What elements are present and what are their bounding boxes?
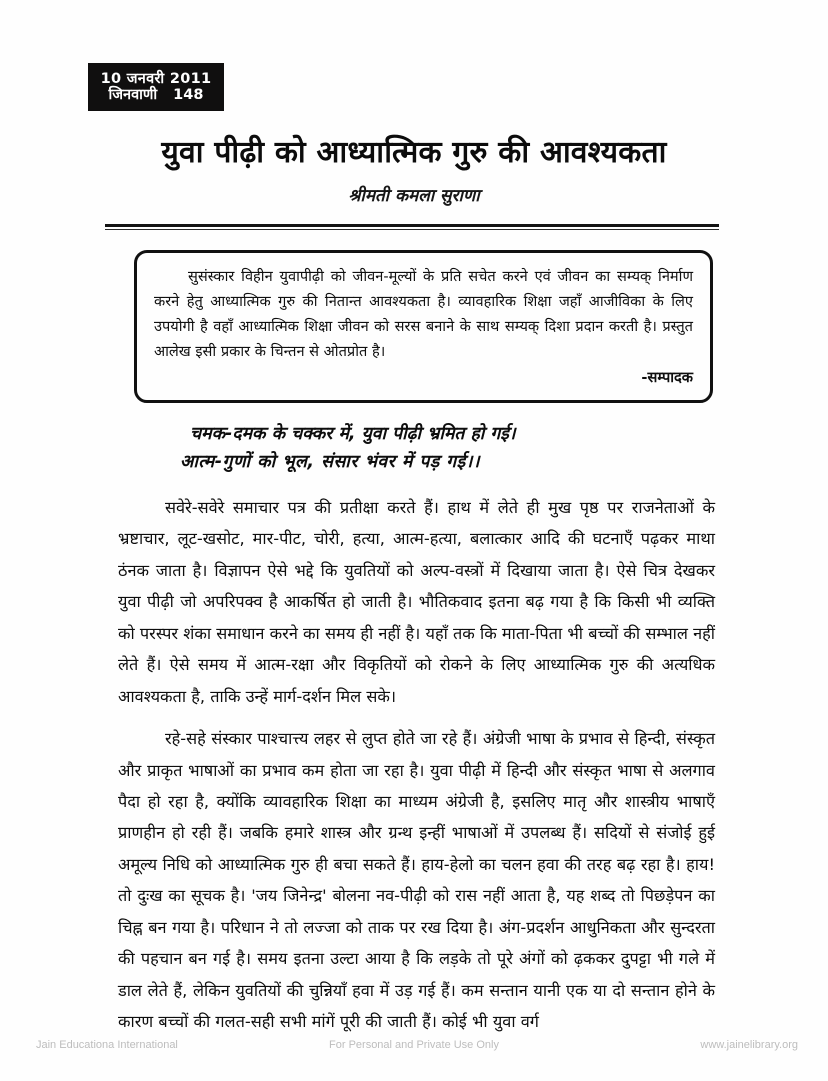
page-title: युवा पीढ़ी को आध्यात्मिक गुरु की आवश्यकता [161, 135, 667, 170]
issue-date-badge [88, 63, 224, 111]
verse-line-1: चमक-दमक के चक्कर में, युवा पीढ़ी भ्रमित हो गई। [190, 424, 516, 444]
journal-name: जिनवाणी [108, 87, 158, 103]
verse-couplet [118, 420, 718, 477]
divider-thick-line [105, 224, 719, 227]
divider-thin-line [105, 229, 719, 230]
article-author: श्रीमती कमला सुराणा [348, 186, 480, 206]
verse-line-2: आत्म-गुणों को भूल, संसार भंवर में पड़ गई।। [180, 452, 481, 473]
issue-date: 10 जनवरी 2011 [100, 70, 212, 87]
abstract-signature: -सम्पादक [641, 369, 693, 387]
abstract-box [134, 250, 713, 403]
body-paragraph-2: रहे-सहे संस्कार पाश्चात्त्य लहर से लुप्त होते जा रहे हैं। अंग्रेजी भाषा के प्रभाव से हिन्दी, संस्कृत और प्राकृत भाषाओं का प्रभाव कम होता जा रहा है। युवा पीढ़ी में हिन्दी और संस्कृत भाषा से अलगाव पैदा हो रहा है, क्योंकि व्यावहारिक शिक्षा का माध्यम अंग्रेजी है, इसलिए मातृ और शास्त्रीय भाषाएँ प्राणहीन हो रही हैं। जबकि हमारे शास्त्र और ग्रन्थ इन्हीं भाषाओं में उपलब्ध हैं। सदियों से संजोई हुई अमूल्य निधि को आध्यात्मिक गुरु ही बचा सकते हैं। हाय-हेलो का चलन हवा की तरह बढ़ रहा है। हाय! तो दुःख का सूचक है। 'जय जिनेन्द्र' बोलना नव-पीढ़ी को रास नहीं आता है, यह शब्द तो पिछड़ेपन का चिह्न बन गया है। परिधान ने तो लज्जा को ताक पर रख दिया है। अंग-प्रदर्शन आधुनिकता और सुन्दरता की पहचान बन गई है। समय इतना उल्टा आया है कि लड़के तो पूरे अंगों को ढ़ककर दुपट्टा भी गले में डाल लेते हैं, लेकिन युवतियों की चुन्नियाँ हवा में उड़ गई हैं। कम सन्तान यानी एक या दो सन्तान होने के कारण बच्चों की गलत-सही सभी मांगें पूरी की जाती हैं। कोई भी युवा वर्ग [118, 729, 715, 1031]
header-divider [105, 224, 719, 230]
article-body [118, 492, 715, 1037]
page-footer [0, 1039, 828, 1059]
footer-usage-notice: For Personal and Private Use Only [329, 1039, 499, 1051]
footer-organization: Jain Educationa International [36, 1039, 178, 1051]
journal-and-page [109, 87, 204, 103]
footer-website: www.jainelibrary.org [700, 1039, 798, 1051]
abstract-text: सुसंस्कार विहीन युवापीढ़ी को जीवन-मूल्यों के प्रति सचेत करने एवं जीवन का सम्यक् निर्माण करने हेतु आध्यात्मिक गुरु की नितान्त आवश्यकता है। व्यावहारिक शिक्षा जहाँ आजीविका के लिए उपयोगी है वहाँ आध्यात्मिक शिक्षा जीवन को सरस बनाने के साथ सम्यक् दिशा प्रदान करती है। प्रस्तुत आलेख इसी प्रकार के चिन्तन से ओतप्रोत है। [154, 268, 693, 361]
body-paragraph-1: सवेरे-सवेरे समाचार पत्र की प्रतीक्षा करते हैं। हाथ में लेते ही मुख पृष्ठ पर राजनेताओं के भ्रष्टाचार, लूट-खसोट, मार-पीट, चोरी, हत्या, आत्म-हत्या, बलात्कार आदि की घटनाएँ पढ़कर माथा ठंनक जाता है। विज्ञापन ऐसे भद्दे कि युवतियों को अल्प-वस्त्रों में दिखाया जाता है। ऐसे चित्र देखकर युवा पीढ़ी जो अपरिपक्व है आकर्षित हो जाती है। भौतिकवाद इतना बढ़ गया है कि किसी भी व्यक्ति को परस्पर शंका समाधान करने का समय ही नहीं है। यहाँ तक कि माता-पिता भी बच्चों की सम्भाल नहीं लेते हैं। ऐसे समय में आत्म-रक्षा और विकृतियों को रोकने के लिए आध्यात्मिक गुरु की अत्यधिक आवश्यकता है, ताकि उन्हें मार्ग-दर्शन मिल सके। [118, 498, 715, 706]
page-number: 148 [173, 87, 204, 103]
